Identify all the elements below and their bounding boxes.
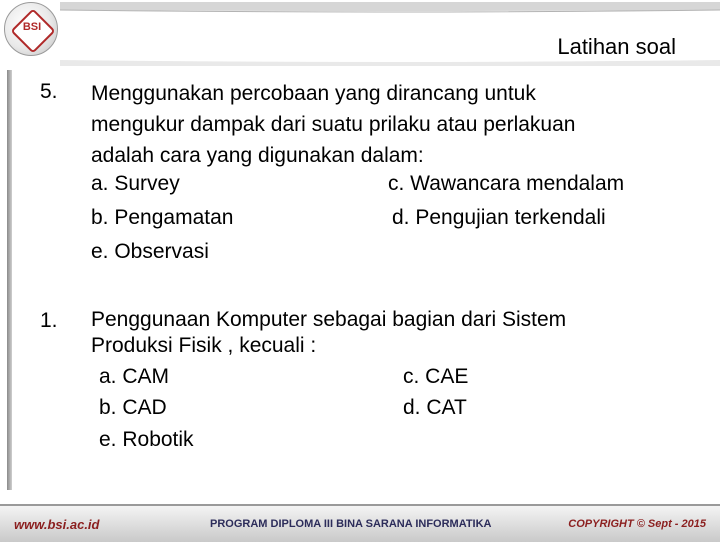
bsi-logo: BSI (4, 2, 58, 56)
footer-bar (0, 504, 720, 542)
option-e: e. Robotik (99, 428, 194, 451)
footer-copyright: COPYRIGHT © Sept - 2015 (568, 518, 706, 530)
question-text (91, 307, 671, 359)
header-bar (0, 0, 720, 66)
question-line: mengukur dampak dari suatu prilaku atau perlakuan (91, 113, 576, 136)
option-b: b. CAD (99, 396, 167, 419)
option-e: e. Observasi (91, 240, 209, 263)
question-line: Produksi Fisik , kecuali : (91, 334, 317, 357)
question-text (91, 78, 671, 171)
option-c: c. Wawancara mendalam (388, 172, 625, 195)
question-line: adalah cara yang digunakan dalam: (91, 144, 424, 167)
option-c: c. CAE (403, 365, 469, 388)
slide-title: Latihan soal (557, 34, 676, 59)
question-line: Penggunaan Komputer sebagai bagian dari Sistem (91, 308, 567, 331)
option-d: d. CAT (403, 396, 467, 419)
footer-program: PROGRAM DIPLOMA III BINA SARANA INFORMATIKA (210, 518, 492, 530)
question-number: 1. (40, 309, 58, 332)
question-line: Menggunakan percobaan yang dirancang untuk (91, 82, 536, 105)
option-b: b. Pengamatan (91, 206, 234, 229)
question-number: 5. (40, 80, 58, 103)
option-a: a. Survey (91, 172, 180, 195)
footer-website-link[interactable]: www.bsi.ac.id (14, 517, 100, 532)
option-d: d. Pengujian terkendali (392, 206, 606, 229)
option-a: a. CAM (99, 365, 170, 388)
left-divider (7, 70, 12, 490)
